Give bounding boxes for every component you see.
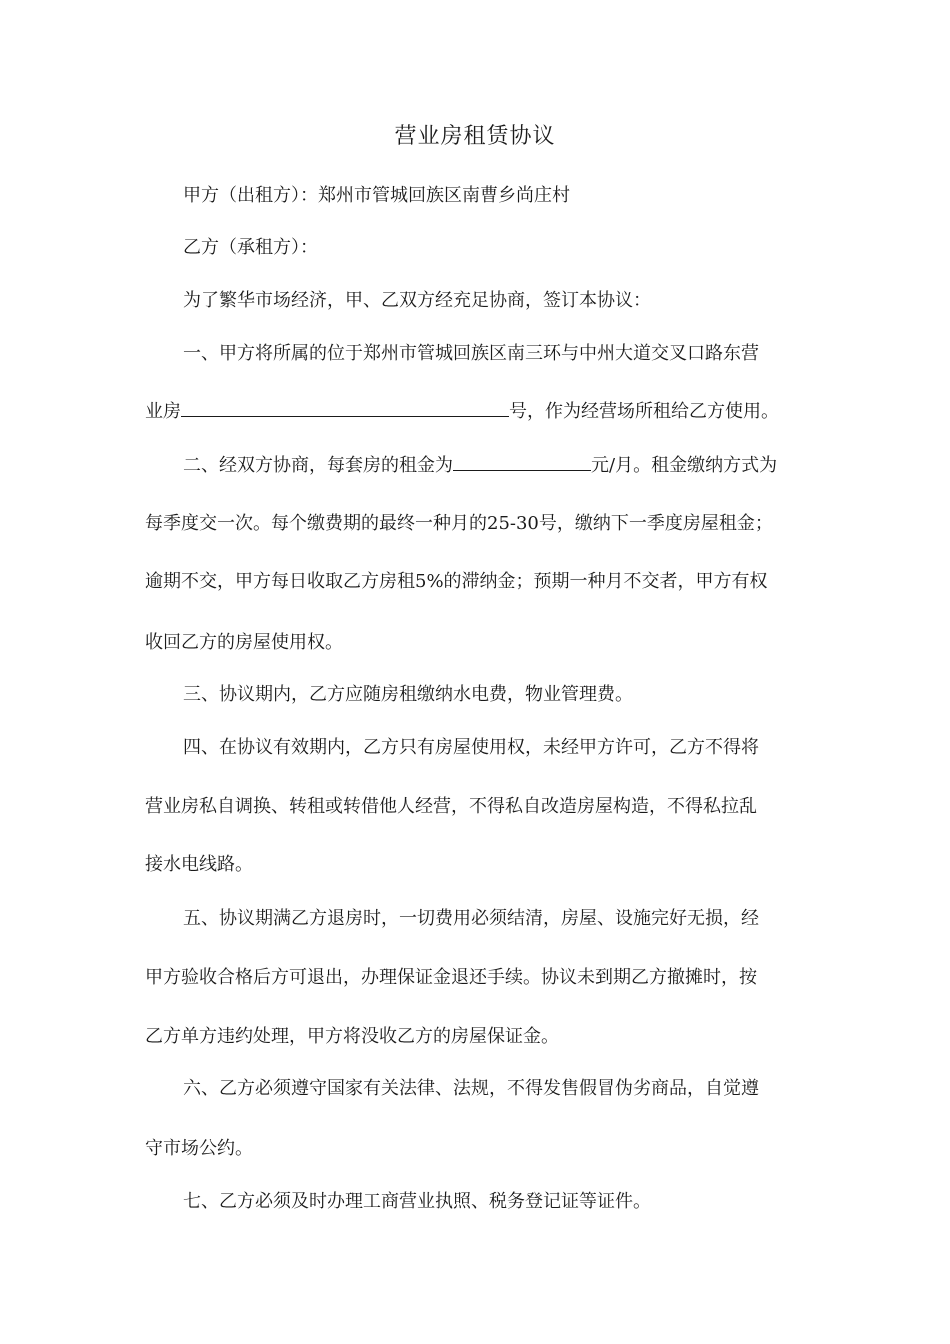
document-title: 营业房租赁协议 xyxy=(394,124,556,149)
party-a-line: 甲方（出租方）：郑州市管城回族区南曹乡尚庄村 xyxy=(183,185,570,206)
clause-2-line-4: 收回乙方的房屋使用权。 xyxy=(145,632,343,653)
room-number-blank xyxy=(181,398,509,417)
clause-2-suffix: 元/月。租金缴纳方式为 xyxy=(591,455,778,476)
clause-7: 七、乙方必须及时办理工商营业执照、税务登记证等证件。 xyxy=(183,1191,651,1212)
clause-1-line-2 xyxy=(145,398,779,425)
clause-4-line-1: 四、在协议有效期内，乙方只有房屋使用权，未经甲方许可，乙方不得将 xyxy=(183,737,759,758)
clause-5-line-1: 五、协议期满乙方退房时，一切费用必须结清，房屋、设施完好无损，经 xyxy=(183,908,759,929)
clause-5-line-3: 乙方单方违约处理，甲方将没收乙方的房屋保证金。 xyxy=(145,1026,559,1047)
clause-3: 三、协议期内，乙方应随房租缴纳水电费，物业管理费。 xyxy=(183,684,633,705)
clause-1-prefix: 业房 xyxy=(145,401,181,422)
party-b-line: 乙方（承租方）： xyxy=(183,237,318,258)
clause-4-line-2: 营业房私自调换、转租或转借他人经营，不得私自改造房屋构造，不得私拉乱 xyxy=(145,796,757,817)
clause-2-prefix: 二、经双方协商，每套房的租金为 xyxy=(183,455,453,476)
clause-6-line-1: 六、乙方必须遵守国家有关法律、法规，不得发售假冒伪劣商品，自觉遵 xyxy=(183,1078,759,1099)
clause-2-line-1 xyxy=(183,452,777,479)
clause-1-suffix: 号，作为经营场所租给乙方使用。 xyxy=(509,401,779,422)
clause-2-line-2: 每季度交一次。每个缴费期的最终一种月的25-30号，缴纳下一季度房屋租金； xyxy=(145,513,773,534)
clause-1-line-1: 一、甲方将所属的位于郑州市管城回族区南三环与中州大道交叉口路东营 xyxy=(183,343,759,364)
clause-5-line-2: 甲方验收合格后方可退出，办理保证金退还手续。协议未到期乙方撤摊时，按 xyxy=(145,967,757,988)
clause-2-line-3: 逾期不交，甲方每日收取乙方房租5%的滞纳金；预期一种月不交者，甲方有权 xyxy=(145,571,768,592)
rent-amount-blank xyxy=(453,452,591,471)
clause-6-line-2: 守市场公约。 xyxy=(145,1138,253,1159)
clause-4-line-3: 接水电线路。 xyxy=(145,854,253,875)
preamble: 为了繁华市场经济，甲、乙双方经充足协商，签订本协议： xyxy=(183,290,651,311)
